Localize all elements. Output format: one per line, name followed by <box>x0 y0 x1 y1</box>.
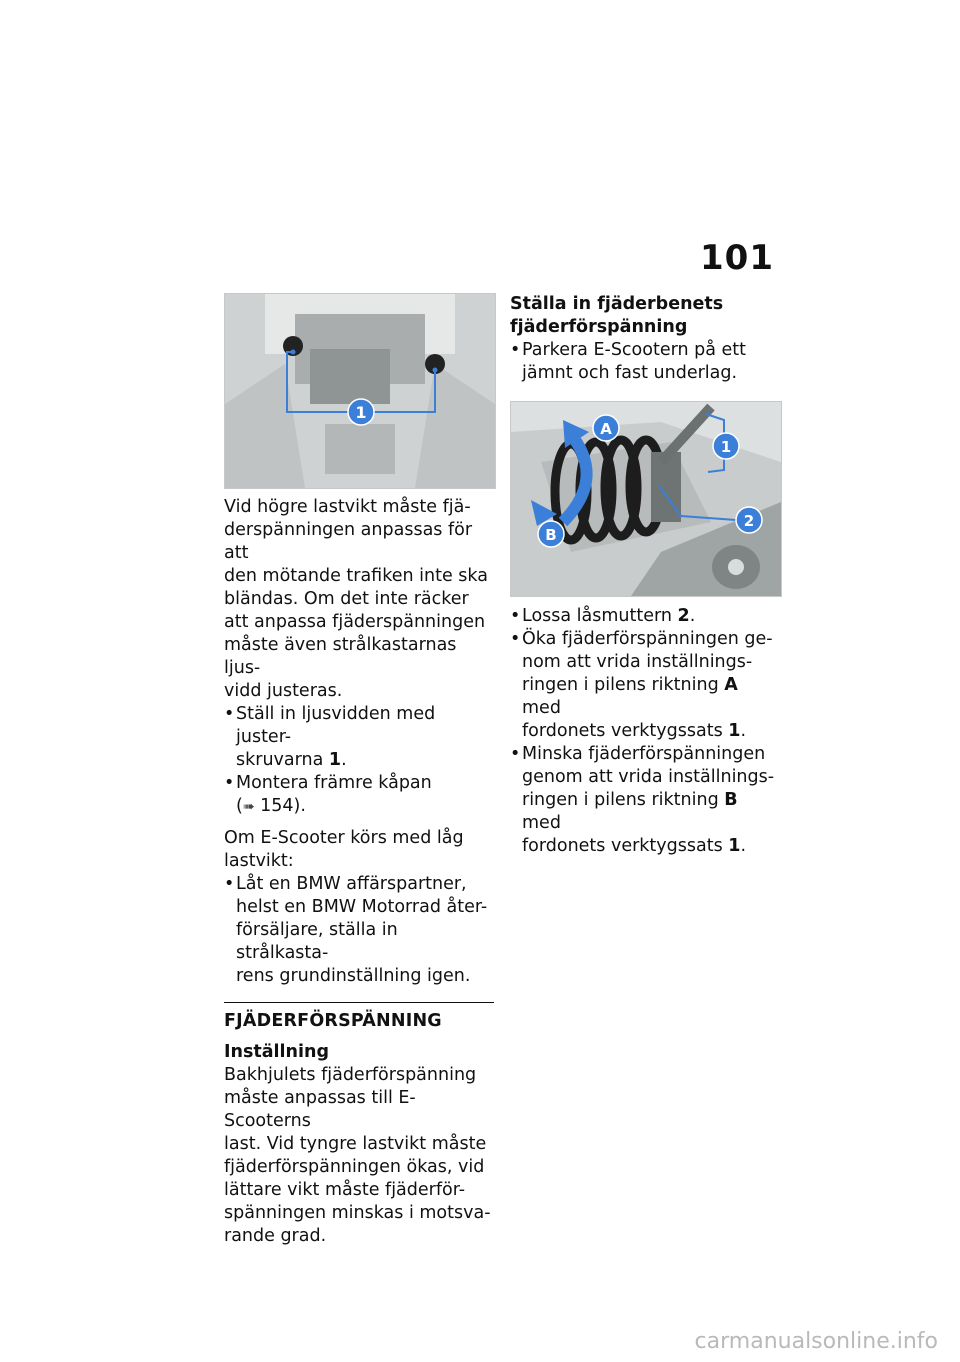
figure-callout-a: A <box>600 420 612 438</box>
intro-paragraph <box>224 496 494 703</box>
text-line: last. Vid tyngre lastvikt måste <box>224 1134 487 1154</box>
text-line: spänningen minskas i motsva- <box>224 1203 491 1223</box>
text-line: vidd justeras. <box>224 681 343 701</box>
bullet-icon: • <box>510 629 521 649</box>
text-line: lastvikt: <box>224 851 294 871</box>
figure-callout-b: B <box>545 526 557 544</box>
left-bullet-list <box>224 703 494 819</box>
list-item: • Öka fjäderförspänningen ge- nom att vrida inställnings- ringen i pilens riktning A med fordonets verktygssats 1. <box>510 629 773 741</box>
text-line: att anpassa fjäderspänningen <box>224 612 486 632</box>
bullet-icon: • <box>510 606 521 626</box>
right-bullet-list-1 <box>510 339 782 385</box>
bullet-icon: • <box>510 744 521 764</box>
figure-callout-1: 1 <box>355 403 367 422</box>
page-number: 101 <box>700 238 774 278</box>
list-item: • Låt en BMW affärspartner, helst en BMW Motorrad åter- försäljare, ställa in strålkasta- rens grundinställning igen. <box>224 874 488 986</box>
section-divider <box>224 1002 494 1033</box>
text-line: rande grad. <box>224 1226 327 1246</box>
shock-spring-figure <box>510 401 782 597</box>
headlight-adjust-figure <box>224 293 496 489</box>
list-item: • Lossa låsmuttern 2. <box>510 606 696 626</box>
setting-paragraph <box>224 1064 494 1248</box>
text-line: bländas. Om det inte räcker <box>224 589 469 609</box>
text-line: måste även strålkastarnas ljus- <box>224 635 457 678</box>
figure-callout-1: 1 <box>720 438 732 456</box>
list-item: • Ställ in ljusvidden med juster- skruvarna 1. <box>224 704 436 770</box>
left-column <box>224 293 494 1248</box>
bullet-icon: • <box>224 704 235 724</box>
list-item: • Montera främre kåpan (➠ 154). <box>224 773 432 816</box>
watermark: carmanualsonline.info <box>694 1329 938 1354</box>
bullet-icon: • <box>224 773 235 793</box>
right-column <box>510 293 782 858</box>
text-line: Om E-Scooter körs med låg <box>224 828 464 848</box>
text-line: Vid högre lastvikt måste fjä- <box>224 497 471 517</box>
left-bullet-list-2 <box>224 873 494 988</box>
text-line: lättare vikt måste fjäderför- <box>224 1180 466 1200</box>
text-line: derspänningen anpassas för att <box>224 520 473 563</box>
list-item: • Parkera E-Scootern på ett jämnt och fast underlag. <box>510 340 747 383</box>
figure-callout-2: 2 <box>743 512 755 530</box>
section-title: FJÄDERFÖRSPÄNNING <box>224 1011 442 1031</box>
text-line: fjäderförspänningen ökas, vid <box>224 1157 485 1177</box>
list-item: • Minska fjäderförspänningen genom att vrida inställnings- ringen i pilens riktning B med fordonets verktygssats 1. <box>510 744 775 856</box>
arrow-ref-icon: ➠ <box>242 799 255 815</box>
headlight-illustration <box>225 294 495 488</box>
sub-title: Inställning <box>224 1042 329 1062</box>
text-line: den mötande trafiken inte ska <box>224 566 488 586</box>
text-line: Bakhjulets fjäderförspänning <box>224 1065 477 1085</box>
text-line: måste anpassas till E-Scooterns <box>224 1088 416 1131</box>
shock-illustration <box>511 402 781 596</box>
bullet-icon: • <box>224 874 235 894</box>
right-bullet-list-2 <box>510 605 782 858</box>
right-title: Ställa in fjäderbenets fjäderförspänning <box>510 294 724 337</box>
low-load-paragraph <box>224 827 494 873</box>
bullet-icon: • <box>510 340 521 360</box>
